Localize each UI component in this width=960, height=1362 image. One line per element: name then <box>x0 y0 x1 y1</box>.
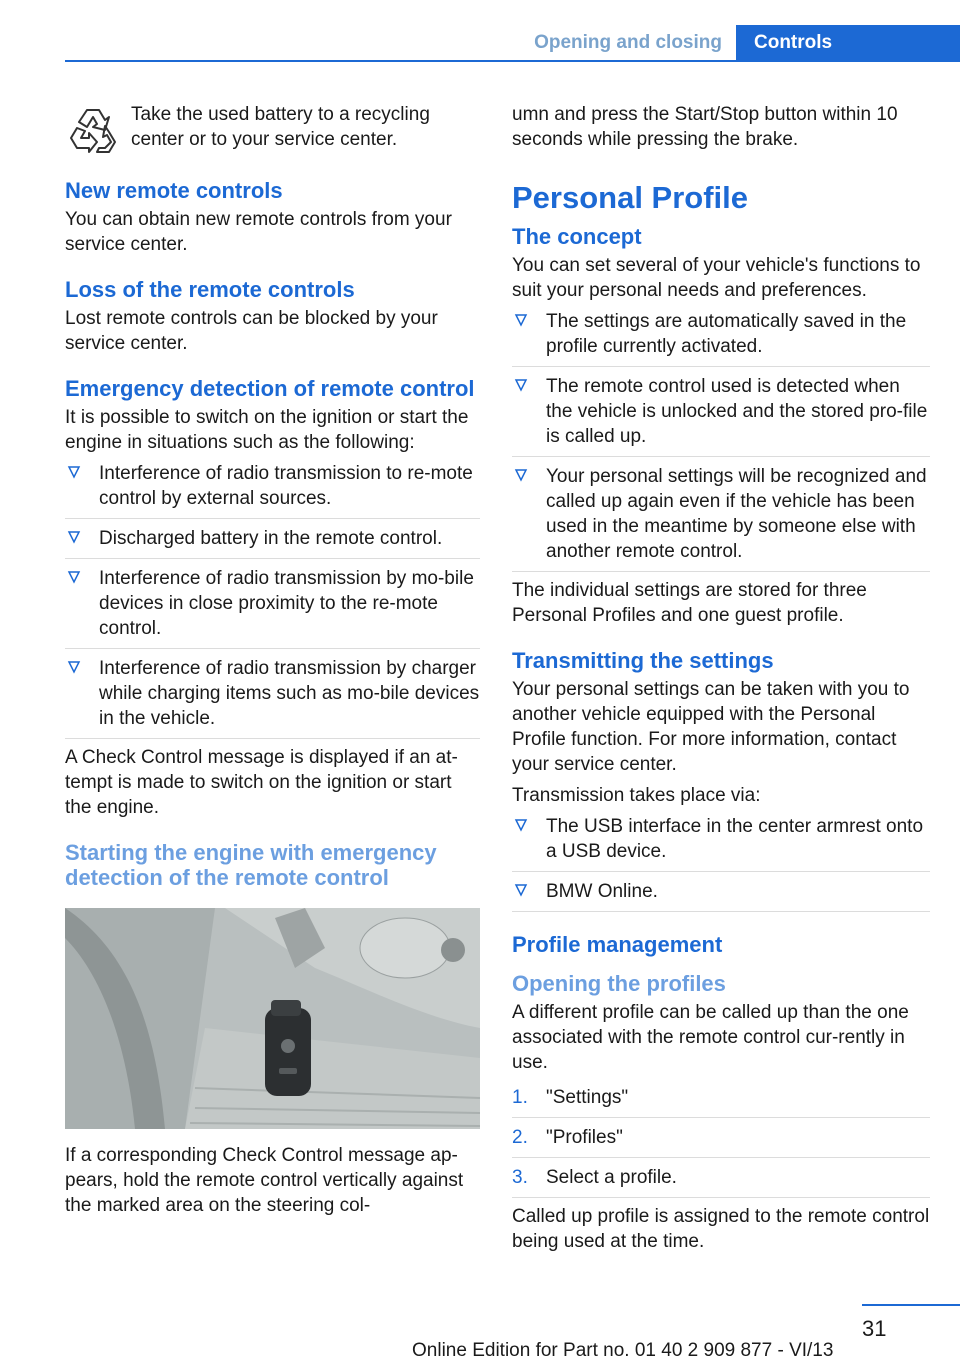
emergency-intro: It is possible to switch on the ignition or start the engine in situations such as the following: <box>65 407 469 453</box>
list-item <box>512 872 930 912</box>
step-text: "Settings" <box>546 1087 629 1108</box>
starting-text: If a corresponding Check Control message ap‐pears, hold the remote control vertically against the marked area on the steering col‐ <box>65 1145 464 1216</box>
triangle-bullet-icon <box>67 465 81 479</box>
list-item-text: Interference of radio transmission to re‐mote control by external sources. <box>99 463 473 509</box>
opening-profiles-heading: Opening the profiles <box>512 971 726 996</box>
emergency-list <box>65 461 480 739</box>
recycling-text: Take the used battery to a recycling center or to your service center. <box>131 104 430 150</box>
management-text: A different profile can be called up than the one associated with the remote control cur‐rently in use. <box>512 1002 909 1073</box>
personal-profile-title: Personal Profile <box>512 180 749 215</box>
page-number: 31 <box>862 1316 887 1341</box>
triangle-bullet-icon <box>67 530 81 544</box>
new-remote-text: You can obtain new remote controls from your service center. <box>65 209 452 255</box>
continued-text: umn and press the Start/Stop button within 10 seconds while pressing the brake. <box>512 104 898 150</box>
header-rule <box>65 60 736 62</box>
list-item <box>512 1085 930 1118</box>
left-column <box>65 102 480 1224</box>
right-column <box>512 102 930 1260</box>
recycling-note <box>65 102 480 158</box>
concept-heading: The concept <box>512 224 642 249</box>
edition-footer: Online Edition for Part no. 01 40 2 909 877 - VI/13 <box>412 1340 834 1361</box>
step-text: "Profiles" <box>546 1127 623 1148</box>
triangle-bullet-icon <box>67 570 81 584</box>
concept-note: The individual settings are stored for three Personal Profiles and one guest profile. <box>512 580 867 626</box>
step-number: 3. <box>512 1167 528 1188</box>
concept-text: You can set several of your vehicle's functions to suit your personal needs and preferences. <box>512 255 921 301</box>
emergency-heading: Emergency detection of remote control <box>65 376 475 401</box>
list-item-text: The remote control used is detected when the vehicle is unlocked and the stored pro‐file is called up. <box>546 376 928 447</box>
chapter-tab: Controls <box>736 25 960 62</box>
list-item <box>65 519 480 559</box>
list-item <box>65 461 480 519</box>
triangle-bullet-icon <box>67 660 81 674</box>
triangle-bullet-icon <box>514 818 528 832</box>
list-item-text: The settings are automatically saved in the profile currently activated. <box>546 311 907 357</box>
list-item <box>512 457 930 572</box>
transmitting-via: Transmission takes place via: <box>512 785 761 806</box>
step-text: Select a profile. <box>546 1167 677 1188</box>
triangle-bullet-icon <box>514 313 528 327</box>
section-title: Opening and closing <box>534 32 722 53</box>
list-item <box>512 367 930 457</box>
steps-list <box>512 1085 930 1198</box>
list-item <box>512 1118 930 1158</box>
list-item <box>512 309 930 367</box>
loss-text: Lost remote controls can be blocked by your service center. <box>65 308 438 354</box>
new-remote-heading: New remote controls <box>65 178 283 203</box>
footer-rule <box>862 1304 960 1306</box>
list-item-text: The USB interface in the center armrest onto a USB device. <box>546 816 924 862</box>
transmission-list <box>512 814 930 912</box>
page-header <box>0 0 960 62</box>
emergency-note: A Check Control message is displayed if an at‐tempt is made to switch on the ignition or start the engine. <box>65 747 458 818</box>
step-number: 2. <box>512 1127 528 1148</box>
list-item-text: Interference of radio transmission by mo‐bile devices in close proximity to the re‐mote control. <box>99 568 474 639</box>
transmitting-text: Your personal settings can be taken with you to another vehicle equipped with the Personal Profile function. For more information, contact your service center. <box>512 679 910 775</box>
steering-column-photo <box>65 908 480 1129</box>
concept-list <box>512 309 930 572</box>
list-item <box>65 649 480 739</box>
triangle-bullet-icon <box>514 378 528 392</box>
management-heading: Profile management <box>512 932 723 957</box>
list-item <box>512 814 930 872</box>
list-item-text: Discharged battery in the remote control. <box>99 528 443 549</box>
management-note: Called up profile is assigned to the remote control being used at the time. <box>512 1206 930 1252</box>
starting-heading: Starting the engine with emergency detection of the remote control <box>65 840 437 890</box>
loss-heading: Loss of the remote controls <box>65 277 355 302</box>
list-item <box>512 1158 930 1198</box>
list-item-text: BMW Online. <box>546 881 658 902</box>
triangle-bullet-icon <box>514 883 528 897</box>
list-item-text: Your personal settings will be recognized and called up again even if the vehicle has been used in the meantime by someone else with another remote control. <box>546 466 927 562</box>
step-number: 1. <box>512 1087 528 1108</box>
list-item <box>65 559 480 649</box>
triangle-bullet-icon <box>514 468 528 482</box>
transmitting-heading: Transmitting the settings <box>512 648 774 673</box>
list-item-text: Interference of radio transmission by charger while charging items such as mo‐bile devices in the vehicle. <box>99 658 480 729</box>
recycle-icon <box>65 102 121 158</box>
